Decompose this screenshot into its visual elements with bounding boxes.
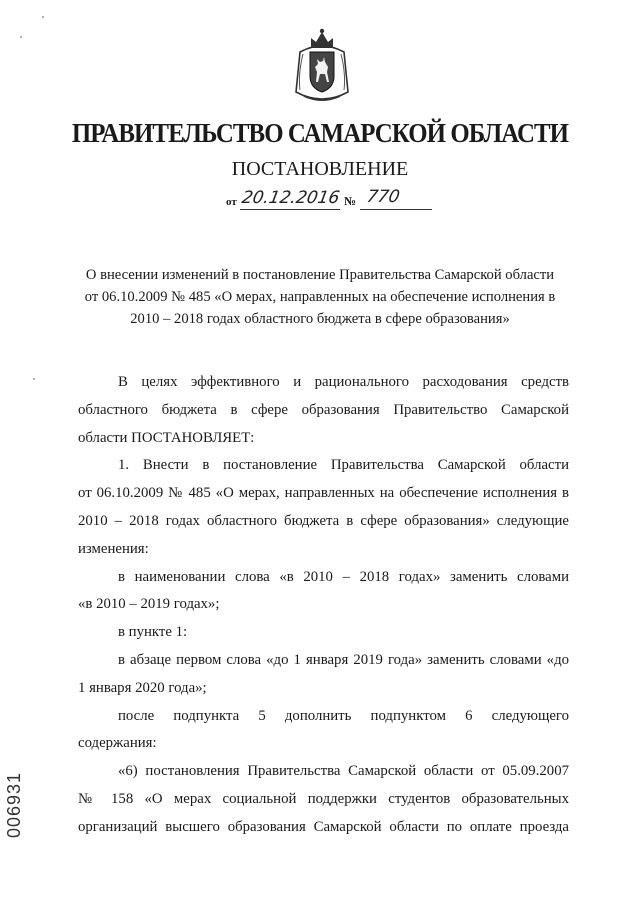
number-underline [360,209,432,210]
body-line: в абзаце первом слова «до 1 января 2019 года» заменить словами «до [118,651,569,668]
date-prefix: от [226,196,237,208]
number-prefix: № [344,194,357,208]
subject-line: от 06.10.2009 № 485 «О мерах, направленных на обеспечение исполнения в [84,289,556,305]
subject-line: 2010 – 2018 годах областного бюджета в сфере образования» [130,311,510,327]
document-type: ПОСТАНОВЛЕНИЕ [231,158,409,180]
body-line: организаций высшего образования Самарской области по оплате проезда [78,818,569,835]
subject-line: О внесении изменений в постановление Правительства Самарской области [85,267,555,283]
document-body [78,369,569,842]
body-line: после подпункта 5 дополнить подпунктом 6 следующего [118,707,569,724]
government-title: ПРАВИТЕЛЬСТВО САМАРСКОЙ ОБЛАСТИ [71,118,569,148]
scan-speck [20,36,22,38]
scan-speck [33,378,35,380]
coat-of-arms-emblem [294,26,350,106]
body-line: в наименовании слова «в 2010 – 2018 годах» заменить словами [118,568,569,585]
body-line: «в 2010 – 2019 годах»; [78,596,220,613]
date-number-line [226,188,436,214]
body-line: 1 января 2020 года»; [78,679,207,696]
date-underline [240,209,340,210]
body-line: «6) постановления Правительства Самарской области от 05.09.2007 [118,763,569,780]
body-line: от 06.10.2009 № 485 «О мерах, направленных на обеспечение исполнения в [78,485,569,502]
handwritten-number: 770 [365,187,402,207]
body-line: области ПОСТАНОВЛЯЕТ: [78,429,255,446]
body-line: содержания: [78,735,157,752]
body-line: областного бюджета в сфере образования Правительство Самарской [78,401,569,418]
registration-stamp-number: 006931 [4,771,24,838]
body-line: изменения: [78,540,149,557]
subject-heading [60,264,580,330]
body-line: в пункте 1: [118,624,188,641]
body-line: 1. Внести в постановление Правительства Самарской области [118,457,569,474]
body-line: В целях эффективного и рационального расходования средств [118,374,569,390]
handwritten-date: 20.12.2016 [240,188,342,208]
body-line: 2010 – 2018 годах областного бюджета в сфере образования» следующие [78,512,569,529]
scan-speck [42,16,44,18]
body-line: № 158 «О мерах социальной поддержки студентов образовательных [78,790,569,807]
